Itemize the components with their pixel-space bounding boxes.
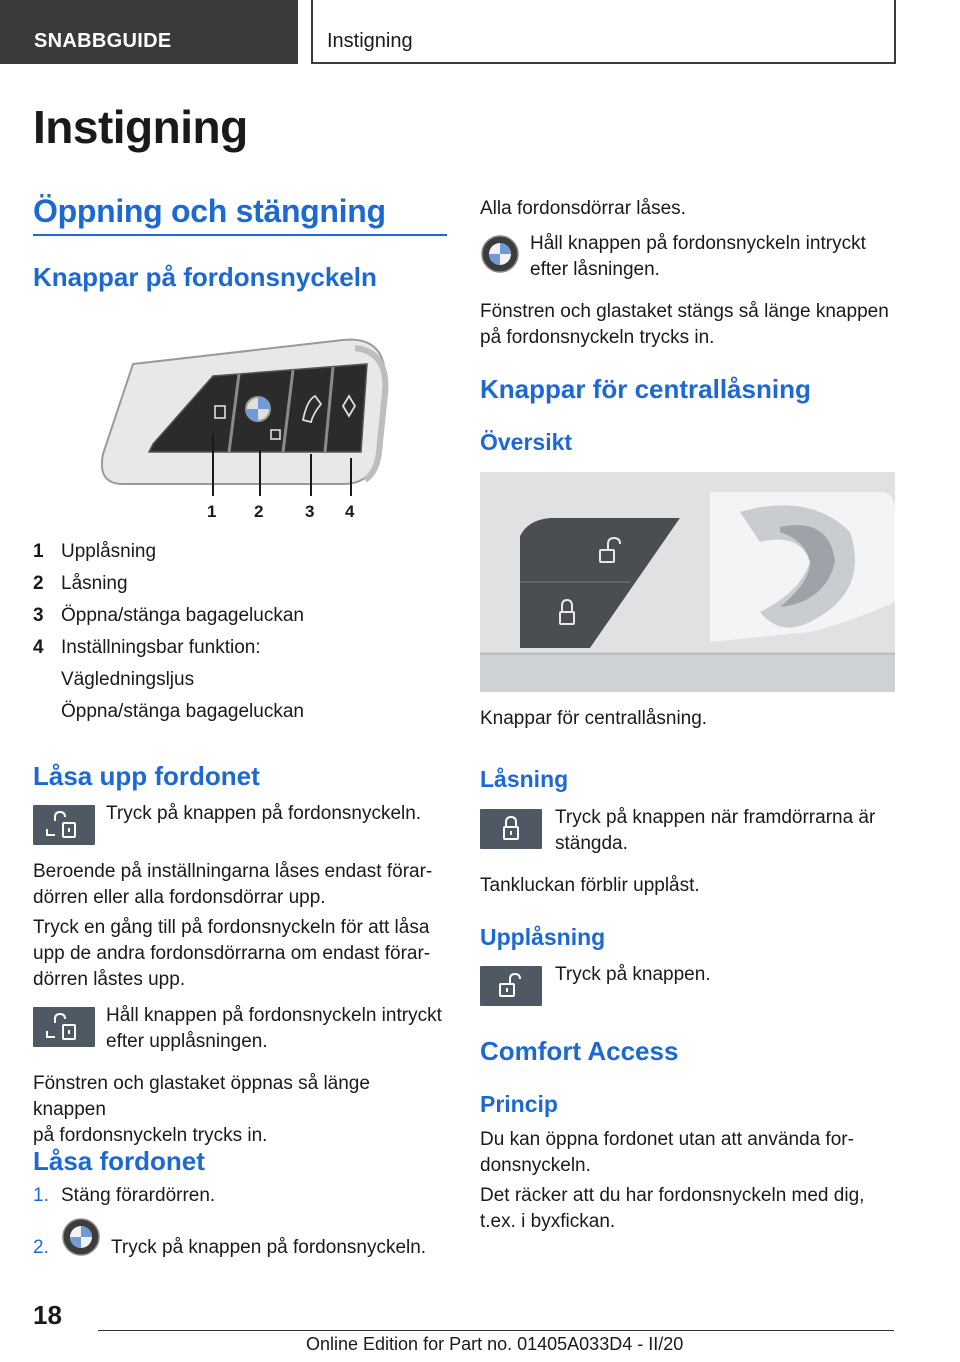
tank-flap-text: Tankluckan förblir upplåst. <box>480 875 700 896</box>
unlocking-text: Tryck på knappen. <box>555 964 711 985</box>
unlock-paragraph-1 <box>33 859 432 911</box>
locking-line-2: stängda. <box>555 833 628 854</box>
footer-edition: Online Edition for Part no. 01405A033D4 - II/20 <box>306 1334 684 1354</box>
lock-step-text-1: Stäng förardörren. <box>61 1185 216 1206</box>
header-chapter-tab <box>311 0 896 64</box>
lock-button-icon <box>480 809 542 849</box>
unlock-paragraph-3 <box>33 1071 447 1149</box>
principle-p2-line-1: Det räcker att du har fordonsnyckeln med dig, <box>480 1185 865 1206</box>
windows-line-1: Fönstren och glastaket stängs så länge knappen <box>480 301 889 322</box>
lock-hold-text <box>530 231 866 283</box>
unlock-button-icon <box>480 966 542 1006</box>
locking-line-1: Tryck på knappen när framdörrarna är <box>555 807 876 828</box>
page-title: Instigning <box>33 101 248 153</box>
subheading-unlocking: Upplåsning <box>480 924 606 950</box>
subheading-overview: Översikt <box>480 429 573 455</box>
legend-text-4: Inställningsbar funktion: <box>61 637 261 658</box>
page-number: 18 <box>33 1300 62 1330</box>
section-heading-opening: Öppning och stängning <box>33 193 386 229</box>
section-heading-rule <box>33 234 447 236</box>
unlock-icon-text: Tryck på knappen på fordonsnyckeln. <box>106 803 422 824</box>
locking-text <box>555 805 875 857</box>
unlock-p1-line-1: Beroende på inställningarna låses endast förar- <box>33 861 433 882</box>
lock-step-text-2: Tryck på knappen på fordonsnyckeln. <box>111 1237 427 1258</box>
all-doors-locked-text: Alla fordonsdörrar låses. <box>480 198 686 219</box>
key-fob-illustration <box>93 334 423 524</box>
subheading-unlock-vehicle: Låsa upp fordonet <box>33 761 260 791</box>
unlock-hold-line-1: Håll knappen på fordonsnyckeln intryckt <box>106 1005 442 1026</box>
unlock-hold-text <box>106 1003 442 1055</box>
legend-text-2: Låsning <box>61 573 128 594</box>
legend-text-3: Öppna/stänga bagageluckan <box>61 605 304 626</box>
subheading-principle: Princip <box>480 1091 558 1117</box>
unlock-hold-line-2: efter upplåsningen. <box>106 1031 268 1052</box>
header-section-label: SNABBGUIDE <box>34 30 172 52</box>
unlock-p2-line-3: dörren låstes upp. <box>33 969 186 990</box>
principle-p2-line-2: t.ex. i byxfickan. <box>480 1211 616 1232</box>
subheading-lock-vehicle: Låsa fordonet <box>33 1146 205 1176</box>
unlock-p3-line-2: på fordonsnyckeln trycks in. <box>33 1125 268 1146</box>
principle-paragraph-2 <box>480 1183 864 1235</box>
windows-close-paragraph <box>480 299 889 351</box>
unlock-key-icon <box>33 805 95 845</box>
unlock-paragraph-2 <box>33 915 430 993</box>
subheading-key-buttons: Knappar på fordonsnyckeln <box>33 262 377 292</box>
key-label-1: 1 <box>207 502 217 521</box>
footer-rule <box>98 1330 894 1331</box>
legend-num-4: 4 <box>33 637 44 658</box>
header-chapter-label: Instigning <box>327 30 413 52</box>
subheading-central-locking: Knappar för centrallåsning <box>480 374 811 404</box>
principle-paragraph-1 <box>480 1127 854 1179</box>
unlock-p2-line-1: Tryck en gång till på fordonsnyckeln för att låsa <box>33 917 430 938</box>
unlock-hold-icon <box>33 1007 95 1047</box>
legend-num-2: 2 <box>33 573 44 594</box>
subheading-comfort-access: Comfort Access <box>480 1036 679 1066</box>
principle-p1-line-2: donsnyckeln. <box>480 1155 591 1176</box>
windows-line-2: på fordonsnyckeln trycks in. <box>480 327 715 348</box>
legend-text-1: Upplåsning <box>61 541 157 562</box>
principle-p1-line-1: Du kan öppna fordonet utan att använda for- <box>480 1129 854 1150</box>
central-locking-photo <box>480 472 895 692</box>
lock-hold-line-2: efter låsningen. <box>530 259 660 280</box>
subheading-locking: Låsning <box>480 766 569 792</box>
legend-num-1: 1 <box>33 541 44 562</box>
legend-sub-1: Vägledningsljus <box>61 669 195 690</box>
lock-step-num-1: 1. <box>33 1185 49 1206</box>
key-label-3: 3 <box>305 502 315 521</box>
legend-sub-2: Öppna/stänga bagageluckan <box>61 701 304 722</box>
legend-num-3: 3 <box>33 605 44 626</box>
unlock-p3-line-1: Fönstren och glastaket öppnas så länge knappen <box>33 1073 370 1120</box>
lock-step-num-2: 2. <box>33 1237 49 1258</box>
bmw-logo-icon <box>61 1217 101 1257</box>
key-label-2: 2 <box>254 502 264 521</box>
bmw-logo-icon <box>480 234 520 274</box>
header-section-tab <box>0 0 298 64</box>
key-label-4: 4 <box>345 502 355 521</box>
lock-hold-line-1: Håll knappen på fordonsnyckeln intryckt <box>530 233 866 254</box>
unlock-p2-line-2: upp de andra fordonsdörrarna om endast förar- <box>33 943 431 964</box>
photo-caption: Knappar för centrallåsning. <box>480 708 708 729</box>
unlock-p1-line-2: dörren eller alla fordonsdörrar upp. <box>33 887 326 908</box>
